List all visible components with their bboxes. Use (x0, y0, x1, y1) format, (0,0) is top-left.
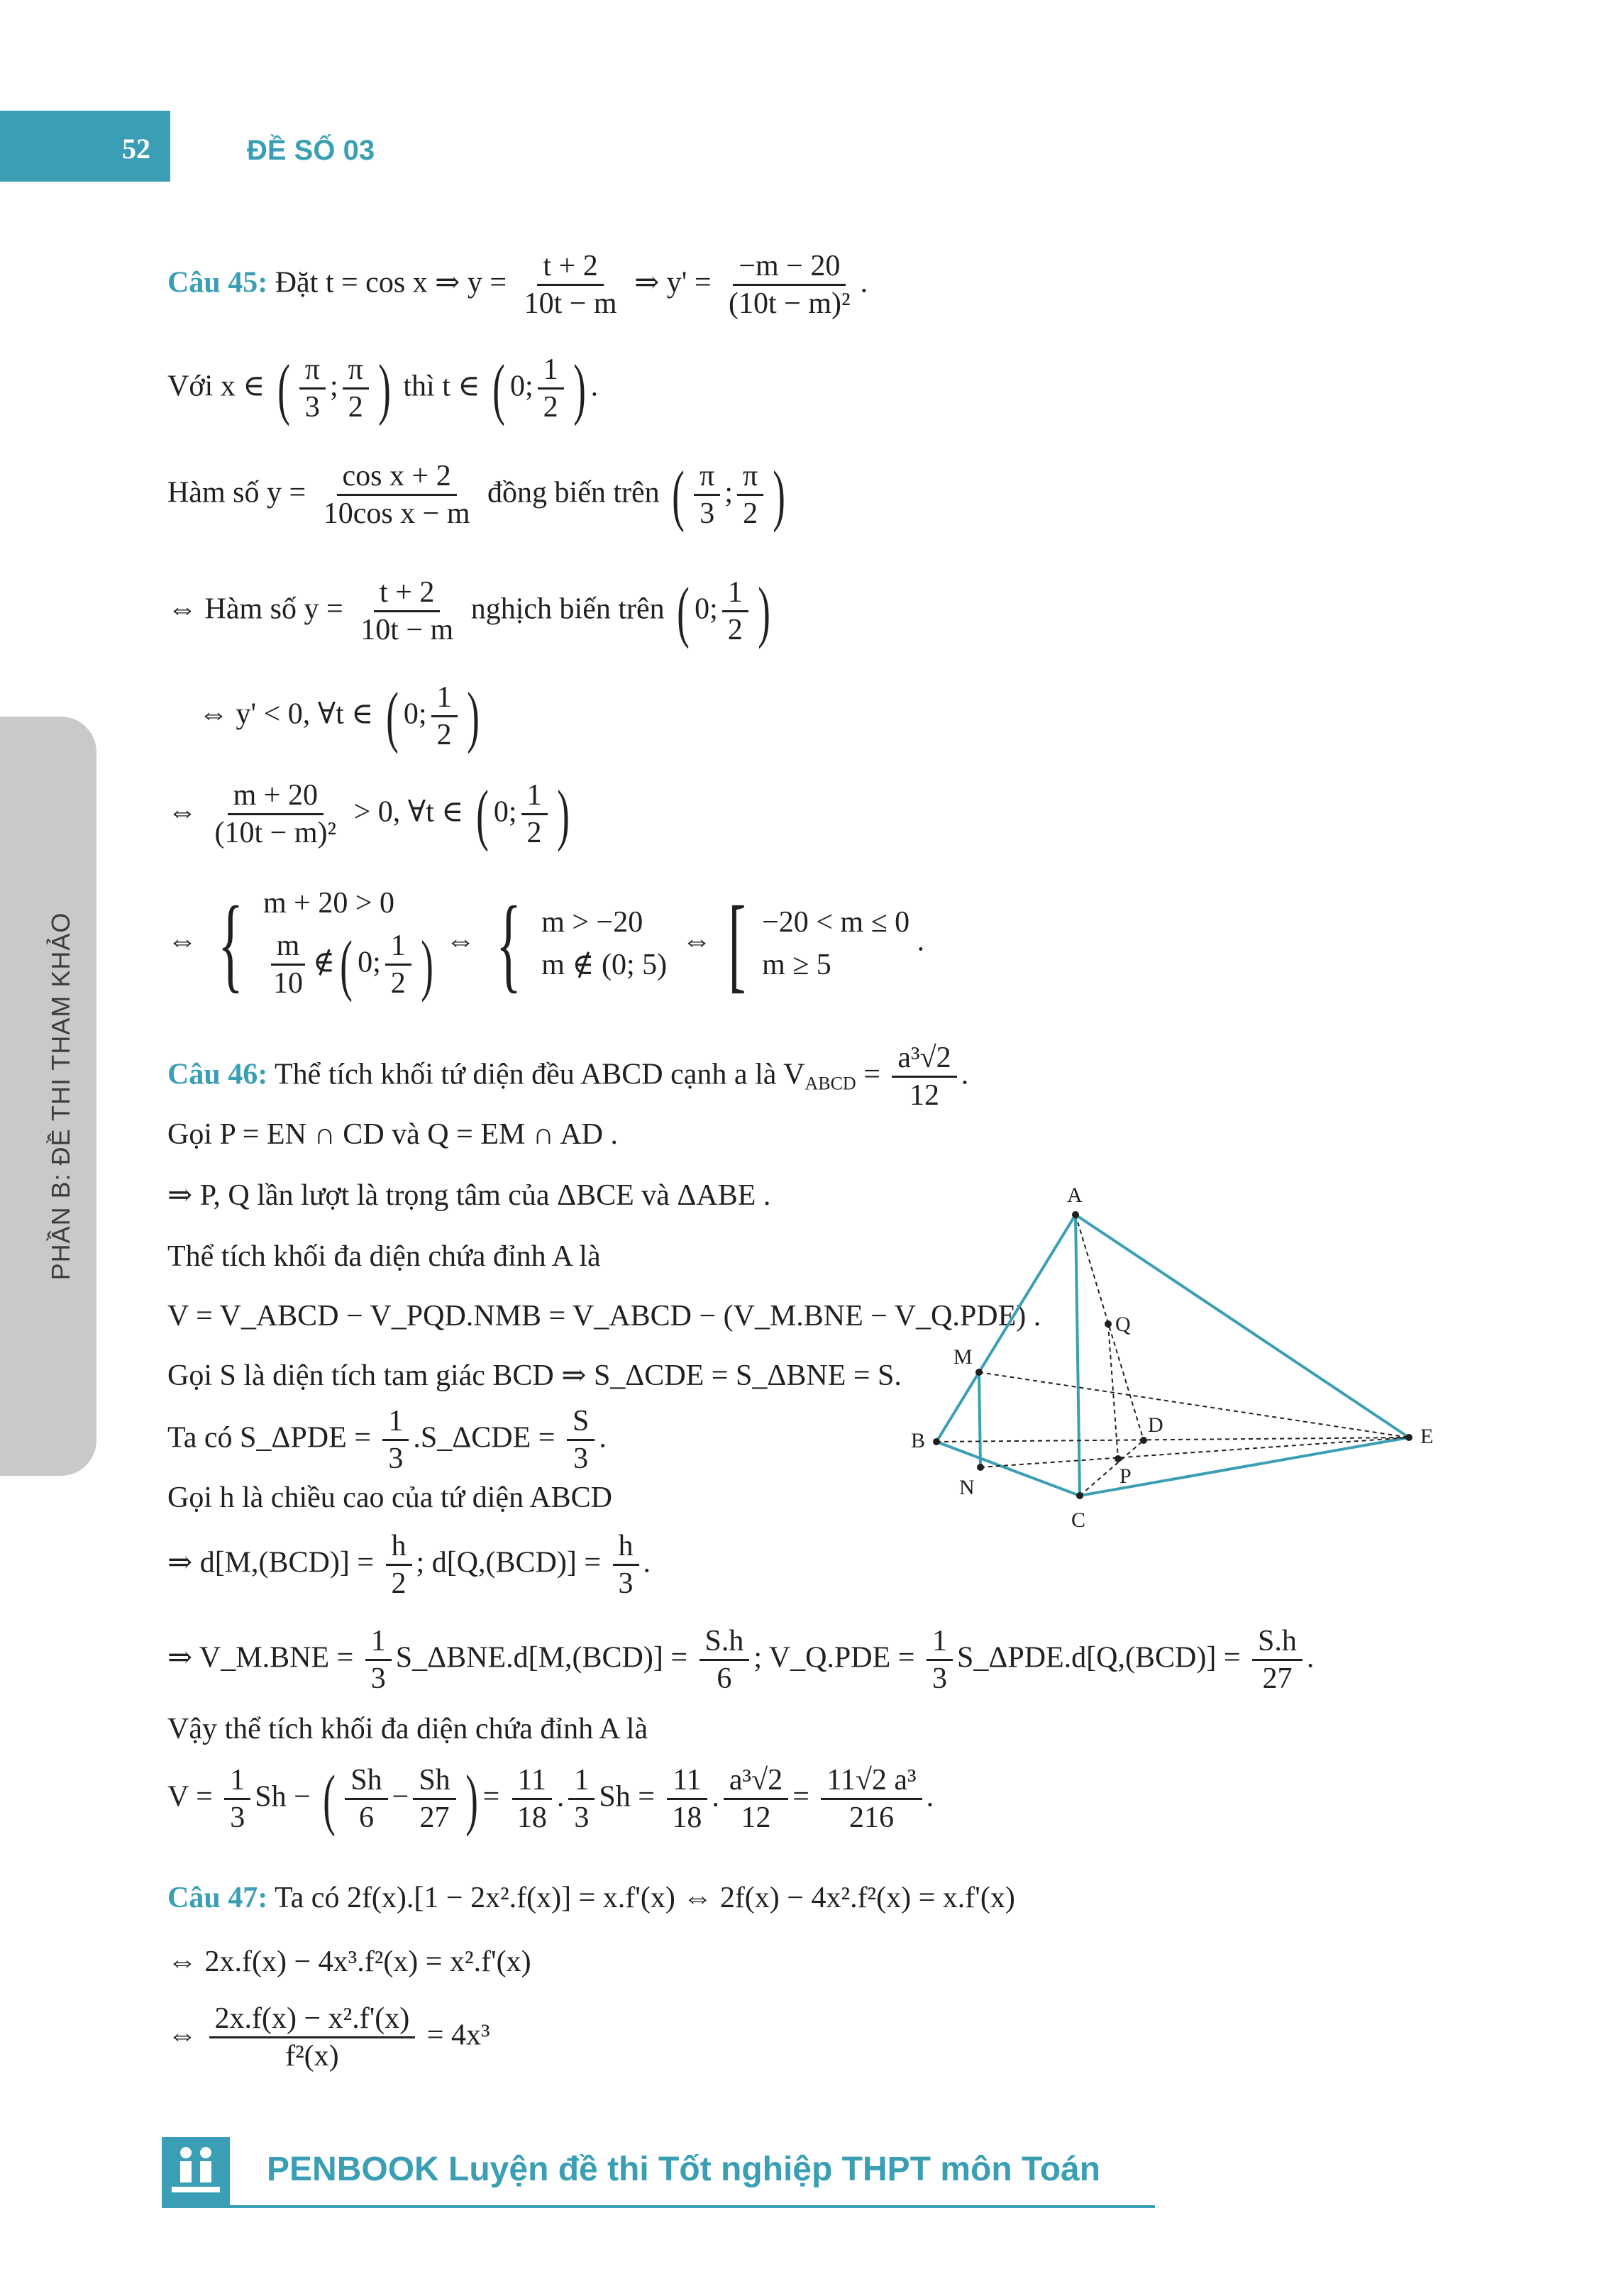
label-a: A (1067, 1183, 1083, 1207)
q45-line-2: Với x ∈ ( $\frac{\pi}{3}$ ; $\frac{\pi}{2}$ ) thì t ∈ ( 0; $\frac{1}{2}$ ) . (167, 350, 599, 426)
page-number: 52 (122, 133, 150, 165)
footer-title: PENBOOK Luyện đề thi Tốt nghiệp THPT môn Toán (267, 2151, 1101, 2188)
q45-line-7-system: ⇔ { m + 20 > 0 $\frac{m}{10}$ ∉( 0; $\frac{1}{2}$ ) ⇔ { m > −20 m ∉ (0; 5) ⇔ [ −20 < m ≤ 0 m ≥ 5 . (167, 884, 925, 1003)
q47-label: Câu 47: (167, 1882, 268, 1914)
fraction: $\frac{-m - 20}{\text{(10t − m)²}}$ (729, 250, 851, 321)
q45-line-3: Hàm số y = $\frac{\text{cos x + 2}}{\text{10cos x − m}}$ đồng biến trên ( $\frac{\pi}{3}$ ; $\frac{\pi}{2}$ ) (167, 456, 785, 533)
q45-line-1: Câu 45: Đặt t = cos x ⇒ y = $\frac{t + 2}{10t - m}$ ⇒ y' = $\frac{-m - 20}{\text{(10t − m)²}}$ . (167, 250, 868, 321)
q46-line-1: Câu 46: Thể tích khối tứ diện đều ABCD cạnh a là $V_{ABCD}$ = $\frac{\text{a³√2}}{12}$ . (167, 1042, 969, 1113)
q45-label: Câu 45: (167, 266, 268, 299)
q45-line-4: ⇔ Hàm số y = $\frac{t + 2}{10t - m}$ nghịch biến trên ( 0; $\frac{1}{2}$ ) (167, 573, 770, 649)
edge-mn (979, 1372, 980, 1467)
tetrahedron-figure (894, 1178, 1476, 1547)
penbook-logo-icon (162, 2137, 230, 2205)
label-m: M (953, 1345, 973, 1369)
edge-bc (936, 1442, 1080, 1496)
label-q: Q (1115, 1313, 1131, 1336)
label-c: C (1071, 1508, 1086, 1532)
label-b: B (911, 1429, 926, 1452)
side-tab-label: PHẦN B: ĐỀ THI THAM KHẢO (46, 912, 75, 1281)
q46-line-4: Thể tích khối đa diện chứa đỉnh A là (167, 1240, 601, 1273)
fraction: $\frac{t + 2}{10t - m}$ (524, 250, 617, 321)
q45-line-5: ⇔ y' < 0, ∀t ∈ ( 0; $\frac{1}{2}$ ) (199, 678, 480, 754)
label-d: D (1148, 1413, 1163, 1437)
q46-line-6: Gọi S là diện tích tam giác BCD ⇒ S_ΔCDE = S_ΔBNE = S. (167, 1359, 902, 1392)
q46-line-8: Gọi h là chiều cao của tứ diện ABCD (167, 1481, 612, 1514)
q46-line-12: V = $\frac{1}{3}$ Sh − ( $\frac{Sh}{6}$ − $\frac{Sh}{27}$ ) = $\frac{11}{18}$ . $\frac{1}{3}$ Sh = $\frac{11}{18}$ . $\frac{\text{a³√2}}{12}$ = $\frac{\text{11√2 a³}}{216}$ . (167, 1760, 934, 1837)
page-title: ĐỀ SỐ 03 (247, 135, 375, 166)
q46-line-11: Vậy thể tích khối đa diện chứa đỉnh A là (167, 1713, 648, 1745)
q46-line-3: ⇒ P, Q lần lượt là trọng tâm của ΔBCE và ΔABE . (167, 1179, 771, 1212)
q46-line-7: Ta có S_ΔPDE = $\frac{1}{3}$ .S_ΔCDE = $\frac{S}{3}$ . (167, 1405, 607, 1476)
label-n: N (959, 1476, 975, 1499)
q45-line-6: ⇔ $\frac{m + 20}{\text{(10t − m)²}}$ > 0, ∀t ∈ ( 0; $\frac{1}{2}$ ) (167, 776, 570, 852)
q47-line-2: ⇔ 2x.f(x) − 4x³.f²(x) = x².f'(x) (167, 1945, 531, 1978)
q46-line-10: ⇒ V_M.BNE = $\frac{1}{3}$ S_ΔBNE.d[M,(BCD)] = $\frac{S.h}{6}$ ; V_Q.PDE = $\frac{1}{3}$ S_ΔPDE.d[Q,(BCD)] = $\frac{S.h}{27}$ . (167, 1625, 1315, 1696)
q46-line-5: V = V_ABCD − V_PQD.NMB = V_ABCD − (V_M.BNE − V_Q.PDE) . (167, 1300, 1041, 1332)
footer-divider (162, 2205, 1155, 2208)
edge-ab (936, 1215, 1076, 1442)
q46-line-2: Gọi P = EN ∩ CD và Q = EM ∩ AD . (167, 1118, 618, 1151)
q47-line-1: Câu 47: Ta có 2f(x).[1 − 2x².f(x)] = x.f'(x) ⇔ 2f(x) − 4x².f²(x) = x.f'(x) (167, 1882, 1015, 1914)
q46-label: Câu 46: (167, 1058, 268, 1091)
label-p: P (1119, 1464, 1132, 1488)
q47-line-3: ⇔ $\frac{\text{2x.f(x) − x².f'(x)}}{\text{f²(x)}}$ = 4x³ (167, 2002, 490, 2073)
label-e: E (1420, 1425, 1434, 1448)
q46-line-9: ⇒ d[M,(BCD)] = $\frac{h}{2}$ ; d[Q,(BCD)] = $\frac{h}{3}$ . (167, 1530, 651, 1601)
edge-ac (1076, 1215, 1080, 1496)
